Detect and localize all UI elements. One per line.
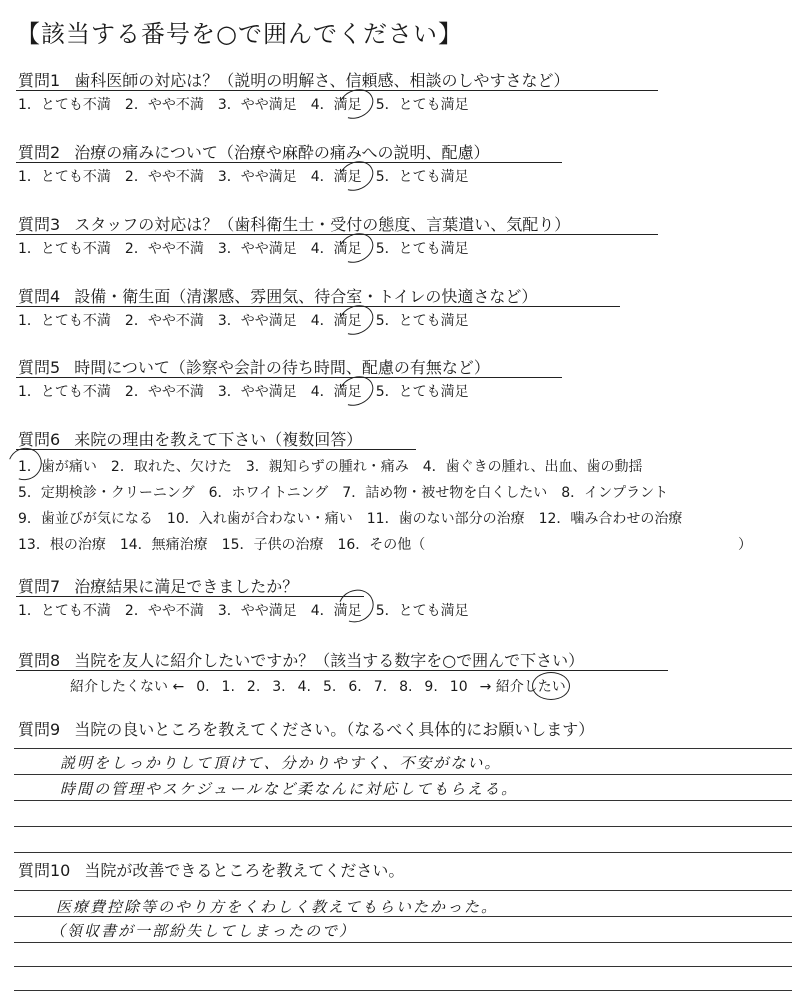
question-1-options [18,94,483,114]
handwritten-answer-line[interactable]: 時間の管理やスケジュールなど柔なんに対応してもらえる。 [60,780,519,798]
question-number: 質問10 [18,861,71,880]
scale-value-selected[interactable]: 10 [449,679,468,695]
underline [16,234,658,235]
option-2[interactable]: 2．やや不満 [124,169,204,185]
option-2[interactable]: 2．やや不満 [124,603,204,619]
reason-option[interactable]: 13．根の治療 [18,537,106,553]
scale-value[interactable]: 6. [348,679,362,695]
option-1[interactable]: 1．とても不満 [18,313,111,329]
question-8-title [18,648,584,671]
question-text: 歯科医師の対応は？（説明の明解さ、信頼感、相談のしやすさなど） [74,71,570,90]
option-2[interactable]: 2．やや不満 [124,97,204,113]
question-2-options [18,166,483,186]
question-5-title [18,355,490,378]
answer-line [14,774,792,775]
option-5[interactable]: 5．とても満足 [375,313,469,329]
answer-line [14,800,792,801]
recommend-scale [70,676,578,696]
answer-line [14,990,792,991]
question-text: 当院を友人に紹介したいですか？（該当する数字を○で囲んで下さい） [74,651,585,670]
reason-option[interactable]: 15．子供の治療 [221,537,324,553]
other-close-paren: ） [738,537,752,553]
scale-value[interactable]: 3. [272,679,286,695]
option-4[interactable]: 4．満足 [310,313,362,329]
option-4[interactable]: 4．満足 [310,169,362,185]
reason-option[interactable]: 14．無痛治療 [119,537,208,553]
answer-line [14,966,792,967]
q6-row-2 [18,482,682,502]
option-2[interactable]: 2．やや不満 [124,241,204,257]
reason-option[interactable]: 10．入れ歯が合わない・痛い [166,511,353,527]
answer-line [14,942,792,943]
question-5-options [18,381,483,401]
question-number: 質問9 [18,720,61,739]
question-1-title [18,68,570,91]
scale-value[interactable]: 2. [246,679,261,695]
scale-value[interactable]: 1. [221,679,235,695]
answer-line [14,890,792,891]
answer-line [14,852,792,853]
reason-option[interactable]: 3．親知らずの腫れ・痛み [245,459,409,475]
option-3[interactable]: 3．やや満足 [217,313,297,329]
question-number: 質問3 [18,215,61,234]
page-header: 【該当する番号を○で囲んでください】 [16,20,463,48]
handwritten-answer-line[interactable]: （領収書が一部紛失してしまったので） [50,922,357,940]
question-7-title [18,574,298,597]
reason-option[interactable]: 2．取れた、欠けた [110,459,232,475]
answer-circle [532,672,570,700]
option-3[interactable]: 3．やや満足 [217,384,297,400]
question-4-options [18,310,483,330]
reason-option[interactable]: 11．歯のない部分の治療 [366,511,525,527]
reason-option[interactable]: 7．詰め物・被せ物を白くしたい [342,485,548,501]
question-9-title [18,717,594,740]
scale-left-label: 紹介したくない ← [70,679,185,695]
option-2[interactable]: 2．やや不満 [124,384,204,400]
question-4-title [18,284,537,307]
reason-option[interactable]: 8．インプラント [561,485,669,501]
reason-option[interactable]: 6．ホワイトニング [208,485,329,501]
answer-line [14,748,792,749]
option-4[interactable]: 4．満足 [310,603,362,619]
handwritten-answer-line[interactable]: 説明をしっかりして頂けて、分かりやすく、不安がない。 [60,754,502,772]
answer-line [14,916,792,917]
option-4[interactable]: 4．満足 [310,97,362,113]
underline [16,670,668,671]
option-4[interactable]: 4．満足 [310,384,362,400]
option-5[interactable]: 5．とても満足 [375,169,469,185]
scale-value[interactable]: 8. [399,679,413,695]
question-text: 治療の痛みについて（治療や麻酔の痛みへの説明、配慮） [74,143,490,162]
underline [16,596,364,597]
question-10-title [18,858,404,881]
question-text: 時間について（診察や会計の待ち時間、配慮の有無など） [74,358,490,377]
question-number: 質問6 [18,430,61,449]
reason-option[interactable]: 5．定期検診・クリーニング [18,485,195,501]
underline [16,377,562,378]
option-5[interactable]: 5．とても満足 [375,97,469,113]
underline [16,449,416,450]
q6-row-3 [18,508,696,528]
option-1[interactable]: 1．とても不満 [18,97,111,113]
option-5[interactable]: 5．とても満足 [375,603,469,619]
scale-value[interactable]: 5. [322,679,337,695]
reason-option[interactable]: 4．歯ぐきの腫れ、出血、歯の動揺 [422,459,643,475]
question-number: 質問2 [18,143,61,162]
question-number: 質問1 [18,71,61,90]
question-text: スタッフの対応は？（歯科衛生士・受付の態度、言葉遣い、気配り） [74,215,571,234]
question-6-title [18,427,362,450]
question-2-title [18,140,490,163]
option-3[interactable]: 3．やや満足 [217,97,297,113]
option-4[interactable]: 4．満足 [310,241,362,257]
reason-option[interactable]: 9．歯並びが気になる [18,511,153,527]
question-number: 質問4 [18,287,61,306]
question-text: 治療結果に満足できましたか？ [74,577,299,596]
scale-value[interactable]: 4. [297,679,311,695]
question-7-options [18,600,483,620]
handwritten-answer-line[interactable]: 医療費控除等のやり方をくわしく教えてもらいたかった。 [56,898,499,916]
scale-right-label: → 紹介したい [479,679,566,695]
option-1[interactable]: 1．とても不満 [18,169,111,185]
question-number: 質問8 [18,651,61,670]
question-3-options [18,238,483,258]
q6-row-1 [18,456,657,476]
underline [16,162,562,163]
option-2[interactable]: 2．やや不満 [124,313,204,329]
option-1[interactable]: 1．とても不満 [18,241,111,257]
reason-option[interactable]: 1．歯が痛い [18,459,97,475]
scale-value[interactable]: 9. [424,679,438,695]
q6-row-4 [18,534,425,554]
question-number: 質問7 [18,577,61,596]
option-5[interactable]: 5．とても満足 [375,241,469,257]
question-number: 質問5 [18,358,61,377]
option-1[interactable]: 1．とても不満 [18,384,111,400]
scale-value[interactable]: 7. [373,679,388,695]
underline [16,306,620,307]
question-text: 設備・衛生面（清潔感、雰囲気、待合室・トイレの快適さなど） [74,287,538,306]
option-3[interactable]: 3．やや満足 [217,169,297,185]
question-3-title [18,212,570,235]
question-text: 当院が改善できるところを教えてください。 [84,861,405,880]
reason-option-other[interactable]: 16．その他（ [337,537,426,553]
option-1[interactable]: 1．とても不満 [18,603,111,619]
underline [16,90,658,91]
option-5[interactable]: 5．とても満足 [375,384,469,400]
question-text: 当院の良いところを教えてください。（なるべく具体的にお願いします） [74,720,595,739]
answer-line [14,826,792,827]
question-text: 来院の理由を教えて下さい（複数回答） [74,430,363,449]
option-3[interactable]: 3．やや満足 [217,241,297,257]
reason-option[interactable]: 12．噛み合わせの治療 [538,511,683,527]
answer-circle [333,584,379,628]
scale-value[interactable]: 0. [196,679,210,695]
option-3[interactable]: 3．やや満足 [217,603,297,619]
